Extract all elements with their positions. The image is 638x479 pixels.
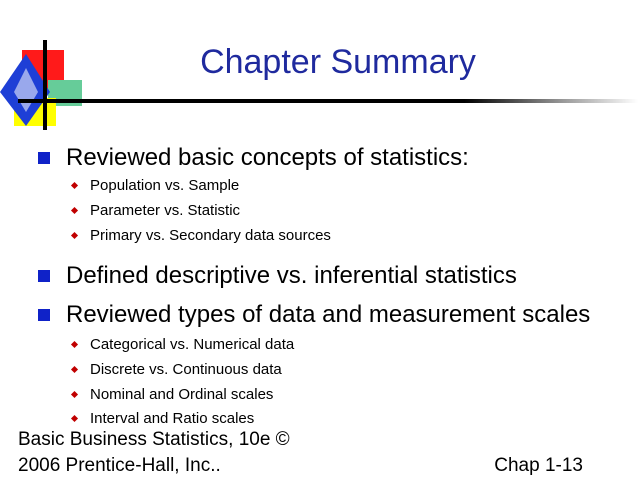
sub-bullet-text: Primary vs. Secondary data sources [90, 226, 331, 244]
sub-bullet-text: Population vs. Sample [90, 176, 240, 194]
sub-bullet-text: Interval and Ratio scales [90, 409, 255, 427]
bullet-level2 [72, 384, 273, 404]
bullet-level2 [72, 334, 294, 354]
bullet-level2 [72, 408, 254, 428]
red-diamond-bullet-icon [71, 181, 78, 188]
red-diamond-bullet-icon [71, 390, 78, 397]
red-diamond-bullet-icon [71, 231, 78, 238]
bullet-level1 [38, 261, 517, 291]
red-diamond-bullet-icon [71, 340, 78, 347]
bullet-level2 [72, 200, 240, 220]
sub-bullet-text: Discrete vs. Continuous data [90, 360, 282, 378]
title-underline [18, 99, 638, 103]
red-diamond-bullet-icon [71, 206, 78, 213]
blue-square-bullet-icon [38, 152, 50, 164]
bullet-level2 [72, 175, 239, 195]
slide-number: Chap 1-13 [494, 455, 583, 476]
blue-square-bullet-icon [38, 309, 50, 321]
bullet-level1 [38, 300, 590, 330]
sub-bullet-text: Nominal and Ordinal scales [90, 385, 274, 403]
sub-bullet-text: Parameter vs. Statistic [90, 201, 241, 219]
bullet-text: Reviewed basic concepts of statistics: [66, 144, 469, 171]
bullet-level2 [72, 359, 282, 379]
footer-line2: 2006 Prentice-Hall, Inc.. [18, 455, 221, 476]
red-diamond-bullet-icon [71, 365, 78, 372]
red-diamond-bullet-icon [71, 414, 78, 421]
bullet-level1 [38, 143, 469, 173]
slide-logo [0, 40, 82, 130]
sub-bullet-text: Categorical vs. Numerical data [90, 335, 295, 353]
bullet-text: Defined descriptive vs. inferential statistics [66, 262, 517, 289]
footer-copyright [18, 427, 290, 479]
bullet-text: Reviewed types of data and measurement scales [66, 301, 591, 328]
footer-line1: Basic Business Statistics, 10e © [18, 429, 290, 450]
blue-square-bullet-icon [38, 270, 50, 282]
logo-vertical-line [43, 40, 47, 130]
bullet-level2 [72, 225, 331, 245]
slide-title: Chapter Summary [200, 43, 476, 81]
